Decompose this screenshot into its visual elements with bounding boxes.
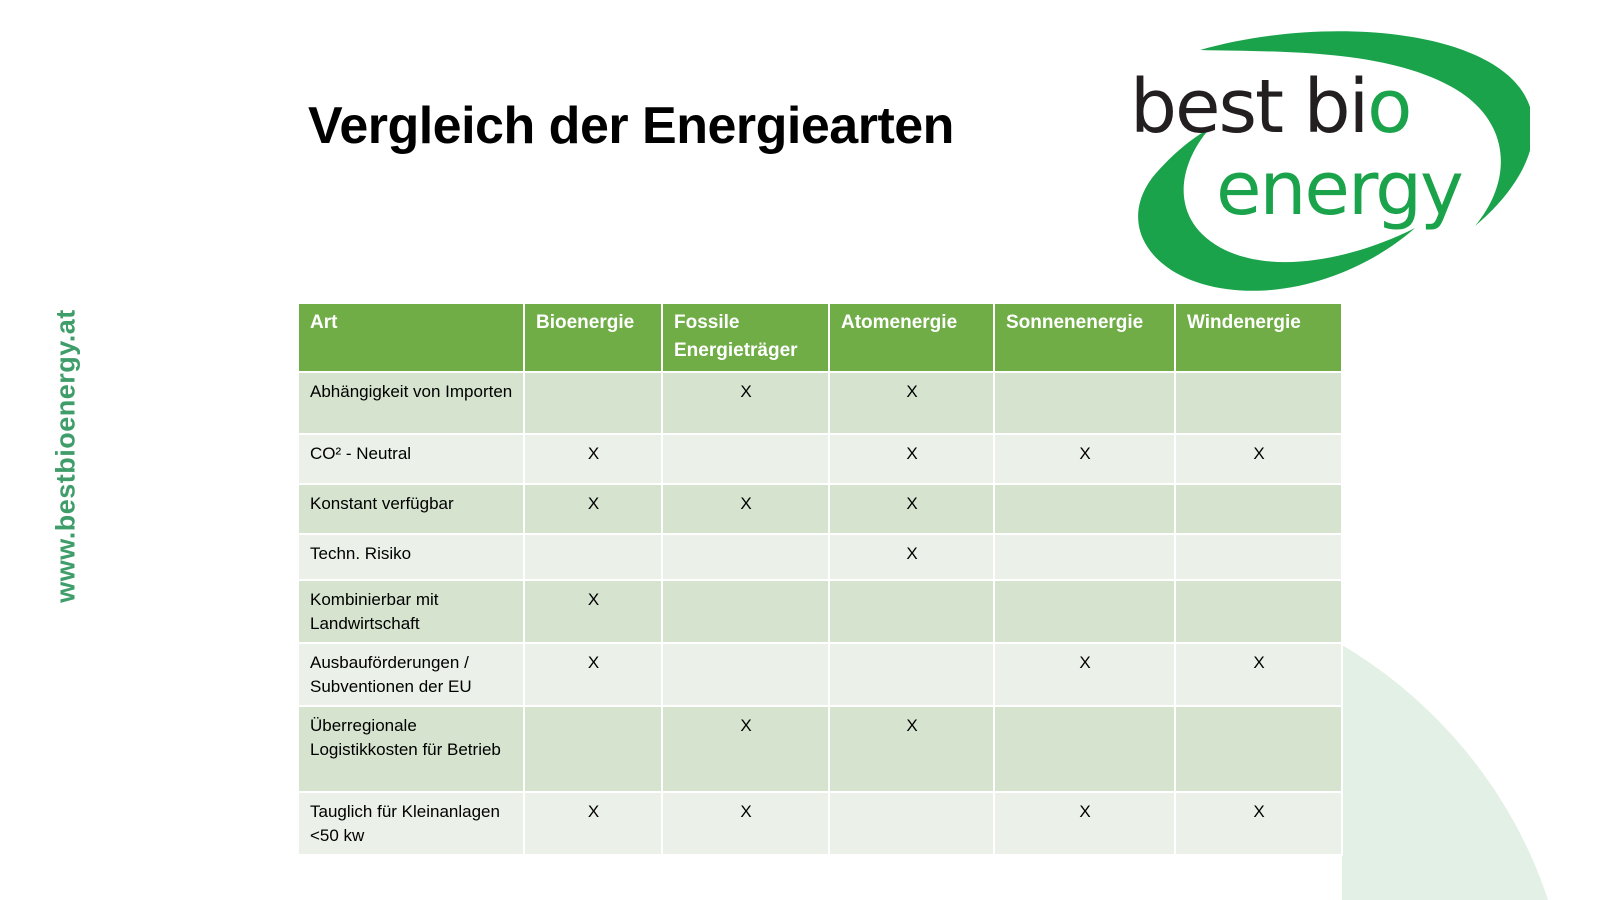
table-cell: X bbox=[994, 434, 1175, 484]
table-cell: X bbox=[1175, 434, 1342, 484]
table-cell bbox=[524, 534, 662, 580]
table-cell bbox=[662, 534, 829, 580]
svg-text:best bio: best bio bbox=[1130, 64, 1411, 150]
row-label: Techn. Risiko bbox=[298, 534, 524, 580]
table-cell bbox=[524, 372, 662, 434]
row-label: Ausbauförderungen / Subventionen der EU bbox=[298, 643, 524, 706]
column-header: Bioenergie bbox=[524, 303, 662, 372]
table-cell bbox=[1175, 484, 1342, 534]
table-cell bbox=[524, 706, 662, 792]
table-cell bbox=[994, 372, 1175, 434]
row-label: Kombinierbar mit Landwirtschaft bbox=[298, 580, 524, 643]
energy-comparison-table bbox=[297, 302, 1343, 856]
table-row bbox=[298, 484, 1342, 534]
table-cell: X bbox=[524, 434, 662, 484]
table-cell: X bbox=[1175, 792, 1342, 855]
best-bio-energy-logo bbox=[1130, 28, 1530, 308]
table-cell bbox=[1175, 372, 1342, 434]
row-label: Konstant verfügbar bbox=[298, 484, 524, 534]
table-cell bbox=[1175, 706, 1342, 792]
table-cell: X bbox=[662, 706, 829, 792]
table-cell: X bbox=[524, 580, 662, 643]
table-row bbox=[298, 372, 1342, 434]
table-cell: X bbox=[829, 706, 994, 792]
table-cell: X bbox=[1175, 643, 1342, 706]
table-row bbox=[298, 706, 1342, 792]
table-cell bbox=[1175, 580, 1342, 643]
table-row bbox=[298, 434, 1342, 484]
column-header: Art bbox=[298, 303, 524, 372]
vertical-website-url: www.bestbioenergy.at bbox=[50, 309, 81, 603]
table-cell bbox=[829, 643, 994, 706]
column-header: Atomenergie bbox=[829, 303, 994, 372]
slide-title: Vergleich der Energiearten bbox=[308, 97, 954, 155]
table-cell bbox=[662, 434, 829, 484]
table-cell bbox=[994, 484, 1175, 534]
table-cell bbox=[829, 580, 994, 643]
table-row bbox=[298, 643, 1342, 706]
table-cell bbox=[994, 534, 1175, 580]
table-cell bbox=[1175, 534, 1342, 580]
table-row bbox=[298, 792, 1342, 855]
table-cell: X bbox=[524, 484, 662, 534]
table-header bbox=[298, 303, 1342, 372]
table-cell: X bbox=[829, 434, 994, 484]
table-cell bbox=[662, 643, 829, 706]
table-cell: X bbox=[524, 643, 662, 706]
table-header-row bbox=[298, 303, 1342, 372]
table-row bbox=[298, 534, 1342, 580]
row-label: Tauglich für Kleinanlagen <50 kw bbox=[298, 792, 524, 855]
table-cell bbox=[994, 706, 1175, 792]
table-cell: X bbox=[524, 792, 662, 855]
table-cell: X bbox=[662, 484, 829, 534]
table-cell: X bbox=[994, 643, 1175, 706]
table-cell: X bbox=[829, 484, 994, 534]
row-label: CO² - Neutral bbox=[298, 434, 524, 484]
column-header: Fossile Energieträger bbox=[662, 303, 829, 372]
table-cell: X bbox=[994, 792, 1175, 855]
table-cell bbox=[994, 580, 1175, 643]
table-cell bbox=[662, 580, 829, 643]
table-cell: X bbox=[662, 372, 829, 434]
column-header: Windenergie bbox=[1175, 303, 1342, 372]
table-body bbox=[298, 372, 1342, 855]
table-cell: X bbox=[829, 534, 994, 580]
row-label: Überregionale Logistikkosten für Betrieb bbox=[298, 706, 524, 792]
row-label: Abhängigkeit von Importen bbox=[298, 372, 524, 434]
table-cell bbox=[829, 792, 994, 855]
svg-text:energy: energy bbox=[1216, 146, 1462, 232]
table-row bbox=[298, 580, 1342, 643]
table-cell: X bbox=[662, 792, 829, 855]
table-cell: X bbox=[829, 372, 994, 434]
column-header: Sonnenenergie bbox=[994, 303, 1175, 372]
